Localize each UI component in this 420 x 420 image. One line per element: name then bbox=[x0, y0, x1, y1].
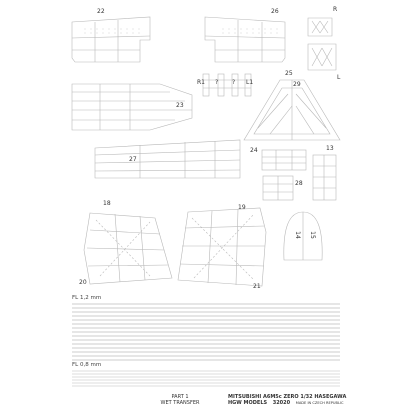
label-25: 25 bbox=[285, 70, 293, 77]
label-20: 20 bbox=[79, 279, 87, 286]
part-25-29-outline bbox=[244, 80, 340, 140]
label-R1: R1 bbox=[197, 79, 205, 86]
label-26: 26 bbox=[271, 8, 279, 15]
part-28-outline bbox=[263, 176, 293, 200]
label-27: 27 bbox=[129, 156, 137, 163]
label-28: 28 bbox=[295, 180, 303, 187]
label-R: R bbox=[333, 6, 338, 13]
footer-code: 32020 bbox=[272, 399, 291, 406]
fl08-label: FL 0,8 mm bbox=[72, 362, 102, 368]
label-29: 29 bbox=[293, 81, 301, 88]
part-13-outline bbox=[313, 155, 336, 200]
footer-title: MITSUBISHI A6M5c ZERO 1/32 HASEGAWA bbox=[228, 394, 347, 400]
part-18-20-outline bbox=[84, 213, 172, 284]
footer-transfer: WET TRANSFER bbox=[160, 399, 200, 406]
fl08-rules bbox=[72, 371, 340, 386]
part-R-outline bbox=[308, 18, 332, 36]
label-question-1: ? bbox=[215, 79, 219, 86]
label-14: 14 bbox=[293, 231, 301, 239]
label-question-2: ? bbox=[232, 79, 236, 86]
part-24-outline bbox=[262, 150, 306, 170]
label-21: 21 bbox=[253, 283, 261, 290]
footer-origin: MADE IN CZECH REPUBLIC bbox=[295, 400, 344, 405]
part-27-outline bbox=[95, 140, 240, 178]
small-strips bbox=[203, 74, 254, 96]
label-13: 13 bbox=[326, 145, 334, 152]
footer-title-block bbox=[228, 395, 346, 407]
part-L-outline bbox=[308, 44, 336, 70]
part-26-outline bbox=[205, 17, 285, 62]
fl12-rules bbox=[72, 304, 340, 360]
label-19: 19 bbox=[238, 204, 246, 211]
part-19-21-outline bbox=[178, 208, 266, 286]
footer-part-block bbox=[150, 395, 210, 407]
label-L: L bbox=[337, 74, 341, 81]
part-14-15-outline bbox=[284, 212, 322, 260]
label-22: 22 bbox=[97, 8, 105, 15]
footer-part: PART 1 bbox=[171, 394, 189, 400]
footer-maker-line bbox=[228, 401, 346, 407]
label-18: 18 bbox=[103, 200, 111, 207]
part-22-outline bbox=[72, 17, 150, 62]
label-15: 15 bbox=[308, 231, 316, 239]
footer-maker: HGW MODELS bbox=[228, 399, 268, 406]
fl12-label: FL 1,2 mm bbox=[72, 295, 102, 301]
part-23-outline bbox=[72, 84, 192, 130]
label-24: 24 bbox=[250, 147, 258, 154]
label-23: 23 bbox=[176, 102, 184, 109]
label-L1: L1 bbox=[246, 79, 254, 86]
